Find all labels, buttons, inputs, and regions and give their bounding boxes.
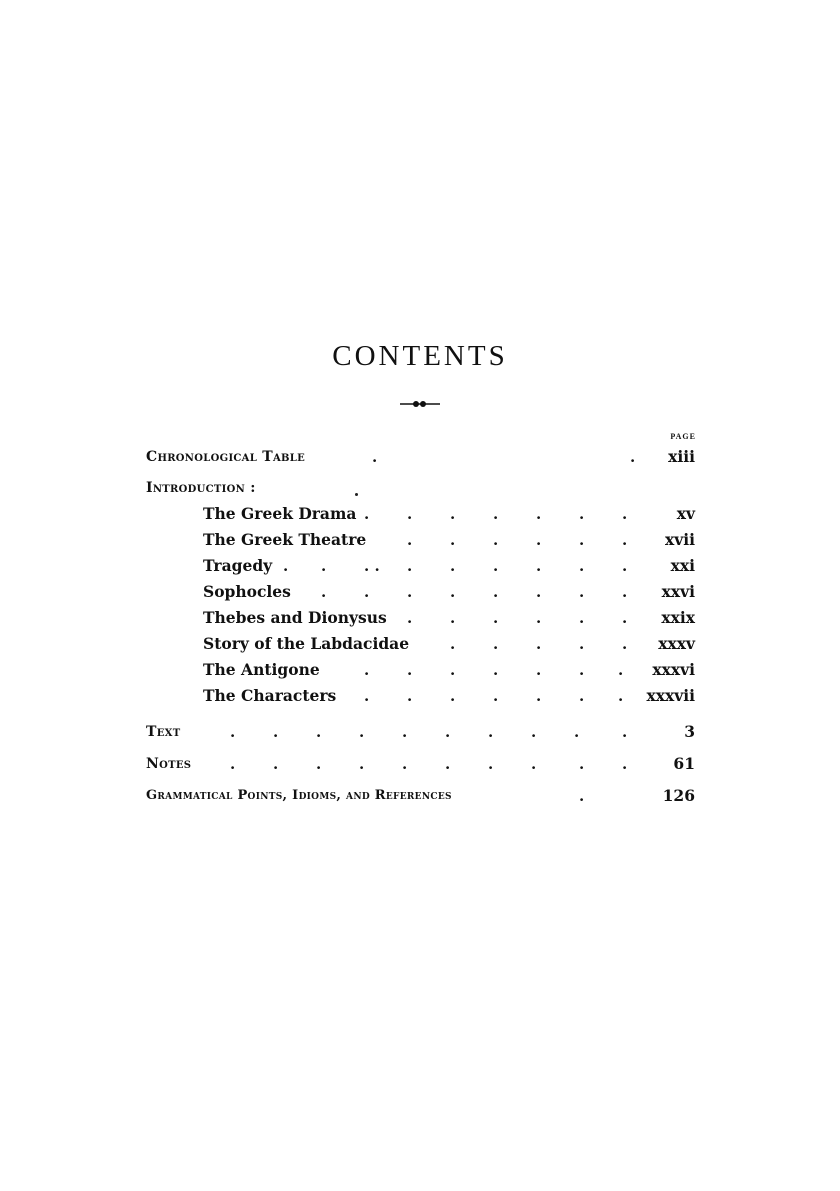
toc-entry-grammatical-points[interactable]: [0, 784, 840, 808]
toc-entry-antigone[interactable]: [0, 658, 840, 682]
toc-label: The Greek Drama: [203, 504, 357, 523]
leader-dot: .: [579, 609, 585, 627]
leader-dot: .: [493, 661, 499, 679]
toc-label: Sophocles: [203, 582, 291, 601]
toc-page-number: xvii: [664, 530, 695, 549]
leader-dot: .: [364, 505, 370, 523]
leader-dot: .: [536, 661, 542, 679]
leader-dot: .: [445, 755, 451, 773]
leader-dot: .: [407, 505, 413, 523]
toc-page-number: xxxv: [658, 634, 695, 653]
toc-page-number: xiii: [668, 447, 695, 466]
leader-dot: .: [630, 448, 636, 466]
leader-dot: .: [450, 583, 456, 601]
leader-dot: .: [450, 505, 456, 523]
leader-dot: .: [407, 687, 413, 705]
leader-dot: .: [579, 531, 585, 549]
toc-page-number: 3: [684, 722, 695, 741]
leader-dot: .: [450, 557, 456, 575]
leader-dot: .: [407, 531, 413, 549]
leader-dot: .: [493, 687, 499, 705]
leader-dot: .: [622, 635, 628, 653]
toc-label: Text: [146, 724, 181, 740]
leader-dot: .: [450, 661, 456, 679]
toc-label: Introduction :: [146, 480, 256, 496]
leader-dot: .: [579, 505, 585, 523]
toc-entry-sophocles[interactable]: [0, 580, 840, 604]
toc-page-number: 61: [673, 754, 695, 773]
leader-dot: .: [622, 531, 628, 549]
leader-dot: .: [579, 635, 585, 653]
leader-dot: .: [450, 609, 456, 627]
leader-dot: .: [579, 557, 585, 575]
leader-dot: .: [450, 687, 456, 705]
leader-dot: .: [579, 687, 585, 705]
leader-dot: .: [402, 723, 408, 741]
leader-dot: .: [488, 755, 494, 773]
leader-dot: .: [359, 755, 365, 773]
leader-dot: .: [493, 609, 499, 627]
leader-dot: .: [372, 448, 378, 466]
toc-page-number: xxxvii: [646, 686, 695, 705]
toc-page-number: xxix: [661, 608, 695, 627]
leader-dot: .: [618, 687, 624, 705]
leader-dot: .: [536, 531, 542, 549]
ornament-divider: [398, 398, 442, 410]
leader-dot: .: [622, 723, 628, 741]
leader-dot: .: [321, 583, 327, 601]
leader-dot: .: [536, 635, 542, 653]
toc-entry-chronological-table[interactable]: [0, 445, 840, 469]
page-title: CONTENTS: [332, 340, 508, 372]
leader-dot: .: [574, 723, 580, 741]
leader-dot: .: [364, 661, 370, 679]
leader-dot: .: [536, 557, 542, 575]
toc-entry-tragedy[interactable]: [0, 554, 840, 578]
leader-dot: .: [488, 723, 494, 741]
leader-dot: .: [622, 609, 628, 627]
page-column-header: PAGE: [670, 432, 696, 441]
leader-dot: .: [536, 583, 542, 601]
leader-dot: .: [493, 531, 499, 549]
leader-dot: .: [364, 687, 370, 705]
leader-dot: .: [493, 635, 499, 653]
leader-dot: .: [321, 557, 327, 575]
leader-dot: .: [531, 723, 537, 741]
toc-label: Notes: [146, 756, 192, 772]
leader-dot: .: [622, 505, 628, 523]
stray-mark: [355, 493, 358, 496]
toc-page-number: xxi: [670, 556, 695, 575]
toc-page-number: xv: [676, 504, 695, 523]
toc-label: The Characters: [203, 686, 337, 705]
leader-dot: .: [407, 609, 413, 627]
toc-label: The Antigone: [203, 660, 320, 679]
leader-dot: .: [407, 583, 413, 601]
toc-page-number: 126: [662, 786, 695, 805]
leader-dot: .: [407, 557, 413, 575]
toc-label: The Greek Theatre: [203, 530, 367, 549]
toc-page-number: xxvi: [661, 582, 695, 601]
leader-dot: .: [450, 635, 456, 653]
leader-dot: .: [622, 583, 628, 601]
leader-dot: .: [536, 505, 542, 523]
toc-entry-greek-theatre[interactable]: [0, 528, 840, 552]
leader-dot: .: [493, 505, 499, 523]
leader-dot: .: [579, 787, 585, 805]
toc-label: Tragedy: [203, 556, 273, 575]
leader-dot: .: [618, 661, 624, 679]
leader-dot: .: [364, 583, 370, 601]
leader-dot: .: [230, 755, 236, 773]
leader-dot: .: [579, 755, 585, 773]
toc-label: Story of the Labdacidae: [203, 634, 410, 653]
leader-dot: .: [316, 755, 322, 773]
leader-dot: .: [450, 531, 456, 549]
leader-dot: .: [536, 609, 542, 627]
leader-dot: .: [493, 557, 499, 575]
leader-dot: .: [273, 723, 279, 741]
toc-page-number: xxxvi: [652, 660, 695, 679]
leader-dot: .: [622, 557, 628, 575]
toc-label: Grammatical Points, Idioms, and References: [146, 788, 452, 803]
leader-dot: .: [579, 661, 585, 679]
leader-dot: .: [531, 755, 537, 773]
leader-dot: .: [359, 723, 365, 741]
leader-dot: .: [445, 723, 451, 741]
leader-dot: .: [536, 687, 542, 705]
leader-dot: .: [622, 755, 628, 773]
leader-dot: .: [402, 755, 408, 773]
toc-entry-text[interactable]: [0, 720, 840, 744]
leader-dot: .: [283, 557, 289, 575]
leader-dot: .: [579, 583, 585, 601]
leader-dot: .: [230, 723, 236, 741]
leader-dot: .: [493, 583, 499, 601]
toc-entry-thebes-dionysus[interactable]: [0, 606, 840, 630]
leader-dot: .: [407, 661, 413, 679]
leader-dot: .: [316, 723, 322, 741]
toc-label: Chronological Table: [146, 449, 306, 465]
leader-dot: .: [273, 755, 279, 773]
toc-label: Thebes and Dionysus: [203, 608, 387, 627]
toc-entry-introduction[interactable]: [0, 476, 840, 500]
leader-dot: . .: [364, 557, 380, 575]
toc-entry-labdacidae[interactable]: [0, 632, 840, 656]
toc-entry-characters[interactable]: [0, 684, 840, 708]
toc-entry-greek-drama[interactable]: [0, 502, 840, 526]
toc-entry-notes[interactable]: [0, 752, 840, 776]
